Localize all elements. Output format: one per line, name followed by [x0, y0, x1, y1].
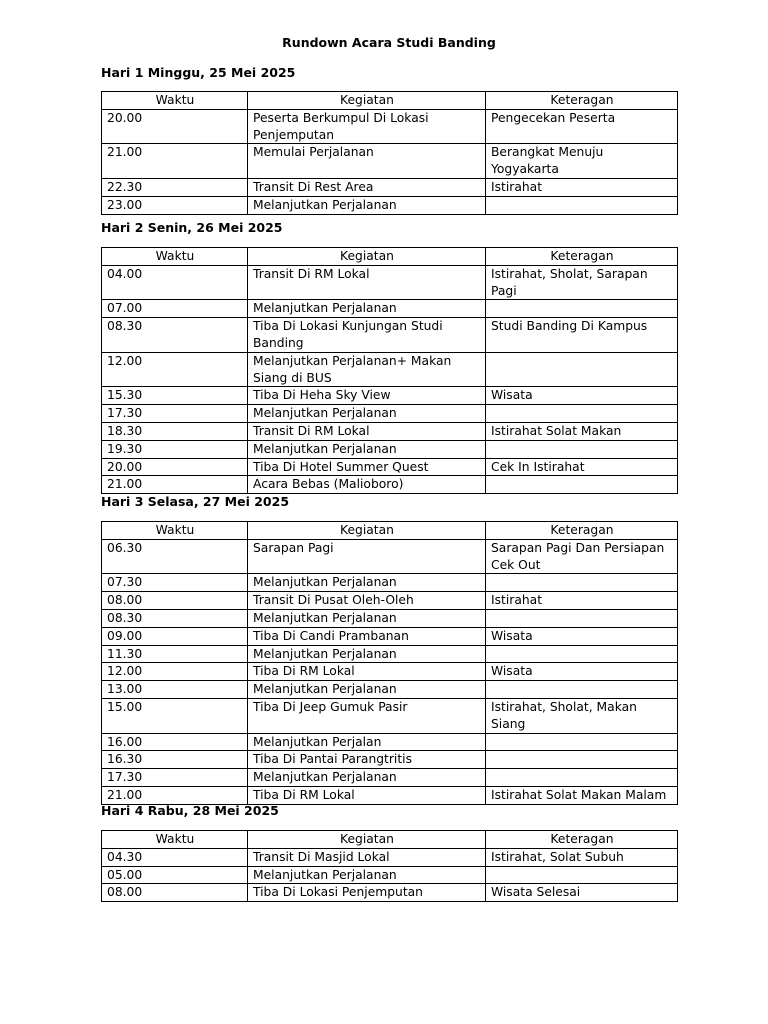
cell-note: [486, 769, 678, 787]
header-keterangan: Keteragan: [486, 248, 678, 266]
cell-note: [486, 405, 678, 423]
cell-time: 12.00: [102, 352, 248, 387]
table-row: [102, 627, 678, 645]
table-row: [102, 609, 678, 627]
cell-note: Studi Banding Di Kampus: [486, 318, 678, 353]
table-row: [102, 698, 678, 733]
header-kegiatan: Kegiatan: [248, 831, 486, 849]
table-row: [102, 769, 678, 787]
cell-time: 20.00: [102, 458, 248, 476]
table-row: [102, 422, 678, 440]
cell-note: Wisata: [486, 663, 678, 681]
table-row: [102, 352, 678, 387]
cell-note: [486, 352, 678, 387]
table-row: [102, 178, 678, 196]
cell-time: 22.30: [102, 178, 248, 196]
cell-activity: Melanjutkan Perjalanan: [248, 769, 486, 787]
cell-time: 07.30: [102, 574, 248, 592]
cell-note: Sarapan Pagi Dan Persiapan Cek Out: [486, 539, 678, 574]
cell-note: [486, 751, 678, 769]
cell-activity: Tiba Di Pantai Parangtritis: [248, 751, 486, 769]
cell-time: 13.00: [102, 681, 248, 699]
cell-activity: Peserta Berkumpul Di Lokasi Penjemputan: [248, 109, 486, 144]
cell-activity: Tiba Di RM Lokal: [248, 786, 486, 804]
table-header-row: [102, 248, 678, 266]
cell-note: [486, 440, 678, 458]
cell-note: Pengecekan Peserta: [486, 109, 678, 144]
table-row: [102, 733, 678, 751]
cell-time: 04.30: [102, 848, 248, 866]
table-row: [102, 318, 678, 353]
cell-time: 08.00: [102, 884, 248, 902]
header-keterangan: Keteragan: [486, 831, 678, 849]
cell-time: 20.00: [102, 109, 248, 144]
cell-activity: Tiba Di Candi Prambanan: [248, 627, 486, 645]
cell-time: 23.00: [102, 196, 248, 214]
table-row: [102, 574, 678, 592]
day-1-table: [101, 91, 678, 215]
cell-activity: Tiba Di Lokasi Kunjungan Studi Banding: [248, 318, 486, 353]
cell-activity: Melanjutkan Perjalanan: [248, 866, 486, 884]
day-4-table: [101, 830, 678, 902]
cell-note: Istirahat, Sholat, Makan Siang: [486, 698, 678, 733]
cell-time: 12.00: [102, 663, 248, 681]
cell-note: [486, 196, 678, 214]
cell-activity: Memulai Perjalanan: [248, 144, 486, 179]
cell-activity: Melanjutkan Perjalan: [248, 733, 486, 751]
cell-activity: Transit Di Pusat Oleh-Oleh: [248, 592, 486, 610]
cell-activity: Transit Di Rest Area: [248, 178, 486, 196]
document-title: Rundown Acara Studi Banding: [282, 35, 496, 50]
cell-activity: Transit Di RM Lokal: [248, 265, 486, 300]
table-row: [102, 681, 678, 699]
cell-note: Cek In Istirahat: [486, 458, 678, 476]
day-2-heading: Hari 2 Senin, 26 Mei 2025: [101, 220, 283, 235]
header-waktu: Waktu: [102, 522, 248, 540]
cell-activity: Tiba Di Hotel Summer Quest: [248, 458, 486, 476]
cell-activity: Sarapan Pagi: [248, 539, 486, 574]
cell-note: Istirahat Solat Makan: [486, 422, 678, 440]
day-3-heading: Hari 3 Selasa, 27 Mei 2025: [101, 494, 290, 509]
cell-time: 16.30: [102, 751, 248, 769]
cell-note: [486, 300, 678, 318]
cell-note: [486, 476, 678, 494]
cell-activity: Melanjutkan Perjalanan: [248, 440, 486, 458]
cell-note: Wisata Selesai: [486, 884, 678, 902]
table-row: [102, 144, 678, 179]
cell-time: 17.30: [102, 769, 248, 787]
cell-time: 09.00: [102, 627, 248, 645]
cell-activity: Acara Bebas (Malioboro): [248, 476, 486, 494]
header-waktu: Waktu: [102, 248, 248, 266]
cell-activity: Tiba Di Jeep Gumuk Pasir: [248, 698, 486, 733]
cell-activity: Tiba Di Lokasi Penjemputan: [248, 884, 486, 902]
cell-time: 05.00: [102, 866, 248, 884]
cell-time: 07.00: [102, 300, 248, 318]
header-kegiatan: Kegiatan: [248, 522, 486, 540]
day-2-table: [101, 247, 678, 494]
cell-note: Wisata: [486, 387, 678, 405]
cell-activity: Melanjutkan Perjalanan: [248, 300, 486, 318]
header-keterangan: Keteragan: [486, 522, 678, 540]
table-row: [102, 440, 678, 458]
table-row: [102, 592, 678, 610]
table-row: [102, 663, 678, 681]
cell-activity: Melanjutkan Perjalanan: [248, 609, 486, 627]
cell-time: 21.00: [102, 476, 248, 494]
header-keterangan: Keteragan: [486, 92, 678, 110]
cell-time: 15.30: [102, 387, 248, 405]
header-kegiatan: Kegiatan: [248, 92, 486, 110]
cell-note: [486, 574, 678, 592]
table-row: [102, 300, 678, 318]
cell-time: 18.30: [102, 422, 248, 440]
table-row: [102, 265, 678, 300]
table-row: [102, 405, 678, 423]
table-row: [102, 476, 678, 494]
cell-time: 16.00: [102, 733, 248, 751]
cell-note: Wisata: [486, 627, 678, 645]
cell-time: 17.30: [102, 405, 248, 423]
cell-note: Berangkat Menuju Yogyakarta: [486, 144, 678, 179]
cell-time: 08.30: [102, 609, 248, 627]
table-row: [102, 866, 678, 884]
header-waktu: Waktu: [102, 831, 248, 849]
table-row: [102, 848, 678, 866]
table-row: [102, 387, 678, 405]
table-row: [102, 884, 678, 902]
day-3-table: [101, 521, 678, 805]
cell-activity: Melanjutkan Perjalanan: [248, 405, 486, 423]
day-4-heading: Hari 4 Rabu, 28 Mei 2025: [101, 803, 279, 818]
cell-time: 08.30: [102, 318, 248, 353]
cell-time: 06.30: [102, 539, 248, 574]
table-row: [102, 645, 678, 663]
cell-note: [486, 645, 678, 663]
cell-time: 21.00: [102, 144, 248, 179]
cell-activity: Melanjutkan Perjalanan: [248, 574, 486, 592]
header-kegiatan: Kegiatan: [248, 248, 486, 266]
cell-time: 21.00: [102, 786, 248, 804]
table-row: [102, 196, 678, 214]
cell-time: 11.30: [102, 645, 248, 663]
cell-time: 15.00: [102, 698, 248, 733]
cell-time: 19.30: [102, 440, 248, 458]
cell-activity: Melanjutkan Perjalanan: [248, 681, 486, 699]
table-row: [102, 109, 678, 144]
cell-activity: Melanjutkan Perjalanan: [248, 645, 486, 663]
cell-activity: Transit Di RM Lokal: [248, 422, 486, 440]
cell-note: Istirahat: [486, 592, 678, 610]
day-1-heading: Hari 1 Minggu, 25 Mei 2025: [101, 65, 296, 80]
cell-note: Istirahat: [486, 178, 678, 196]
cell-activity: Transit Di Masjid Lokal: [248, 848, 486, 866]
cell-time: 04.00: [102, 265, 248, 300]
cell-note: Istirahat, Sholat, Sarapan Pagi: [486, 265, 678, 300]
cell-note: [486, 733, 678, 751]
header-waktu: Waktu: [102, 92, 248, 110]
cell-activity: Tiba Di RM Lokal: [248, 663, 486, 681]
cell-note: Istirahat Solat Makan Malam: [486, 786, 678, 804]
cell-time: 08.00: [102, 592, 248, 610]
cell-activity: Melanjutkan Perjalanan+ Makan Siang di BUS: [248, 352, 486, 387]
table-row: [102, 539, 678, 574]
table-header-row: [102, 92, 678, 110]
cell-note: [486, 681, 678, 699]
cell-note: Istirahat, Solat Subuh: [486, 848, 678, 866]
cell-note: [486, 866, 678, 884]
cell-activity: Tiba Di Heha Sky View: [248, 387, 486, 405]
table-row: [102, 751, 678, 769]
table-header-row: [102, 831, 678, 849]
table-row: [102, 458, 678, 476]
cell-activity: Melanjutkan Perjalanan: [248, 196, 486, 214]
cell-note: [486, 609, 678, 627]
table-header-row: [102, 522, 678, 540]
